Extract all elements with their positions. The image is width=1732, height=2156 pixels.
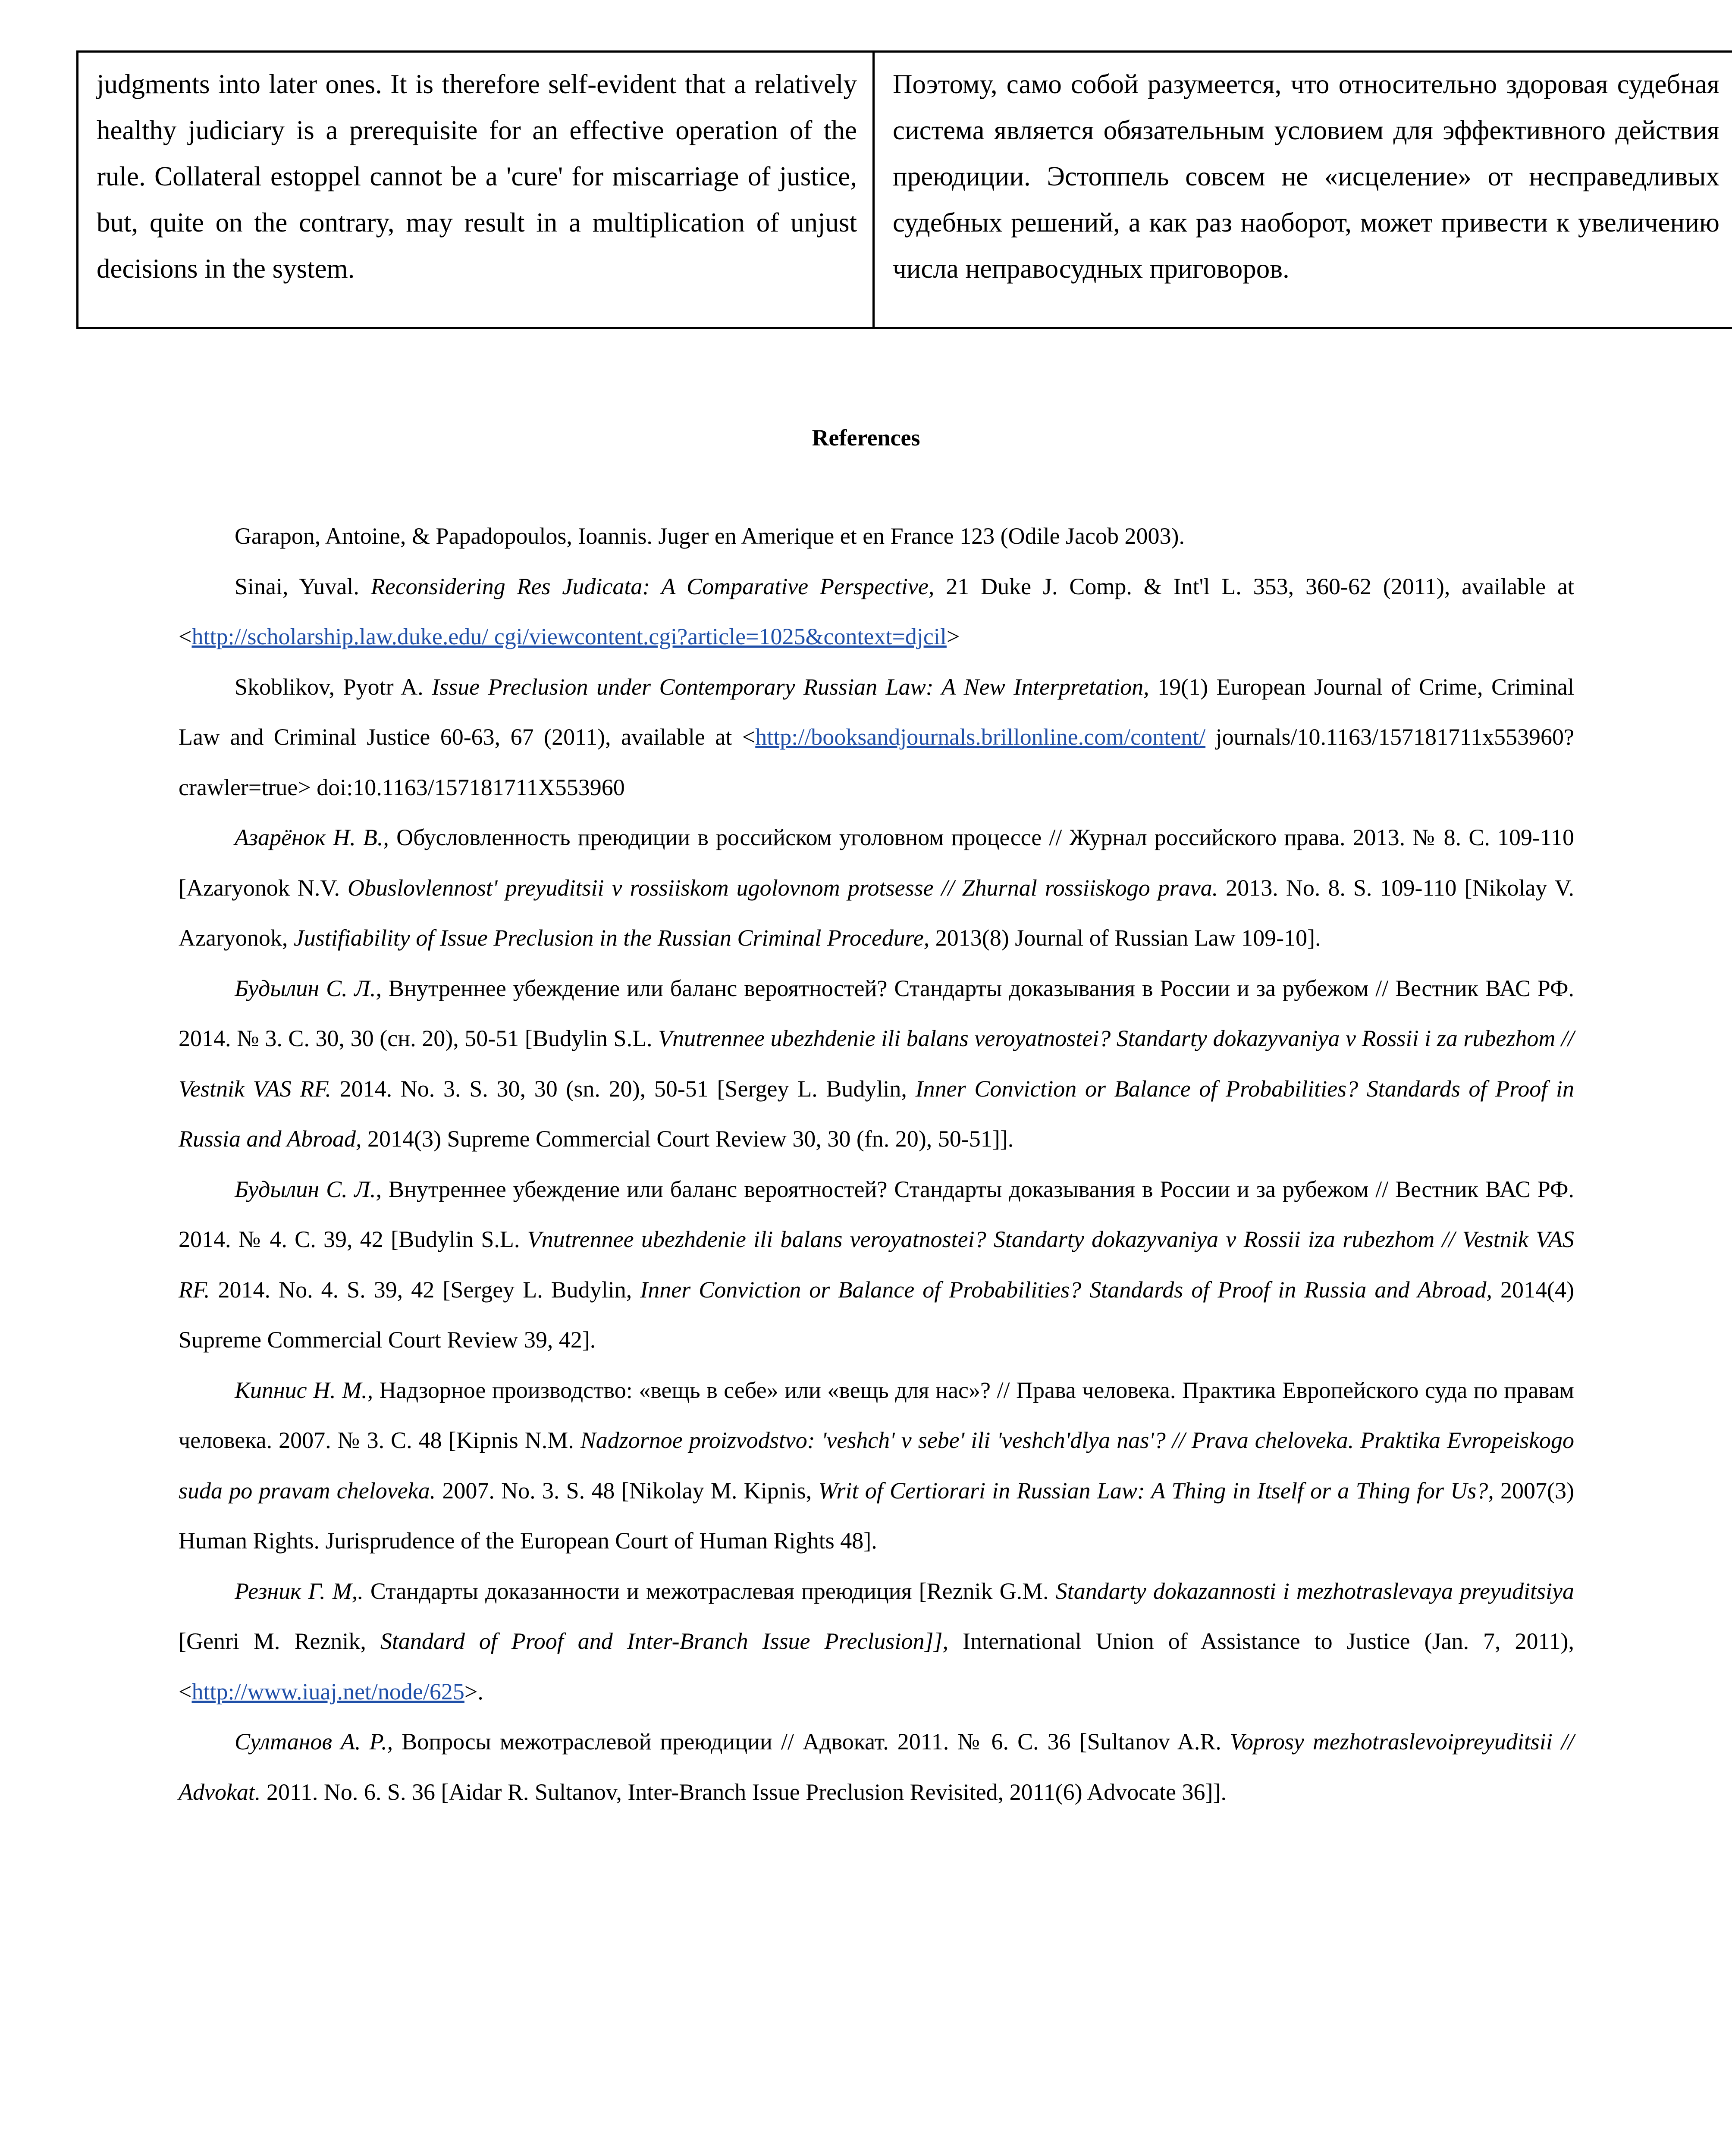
- reference-kipnis: [179, 1365, 1574, 1566]
- reference-title: Inner Conviction or Balance of Probabilities? Standards of Proof in Russia and Abroad,: [179, 1075, 1574, 1152]
- reference-title: Justifiability of Issue Preclusion in the Russian Criminal Procedure,: [293, 925, 930, 951]
- reference-text: 19(1) European Journal of Crime, Criminal Law and Criminal Justice 60-63, 67 (2011), available at <: [179, 674, 1574, 750]
- reference-text: Sinai, Yuval.: [235, 573, 371, 599]
- reference-text: 2014(3) Supreme Commercial Court Review 30, 30 (fn. 20), 50-51]].: [361, 1126, 1014, 1152]
- reference-text: 2014(4) Supreme Commercial Court Review 39, 42].: [179, 1276, 1574, 1353]
- reference-link[interactable]: http://booksandjournals.brillonline.com/content/: [755, 724, 1206, 750]
- reference-author: Кипнис Н. М.,: [235, 1377, 373, 1403]
- reference-link[interactable]: http://www.iuaj.net/node/625: [191, 1678, 464, 1705]
- reference-text: >.: [464, 1678, 483, 1705]
- reference-text: Garapon, Antoine, & Papadopoulos, Ioannis. Juger en Amerique et en France 123 (Odile Jacob 2003).: [235, 523, 1185, 549]
- reference-text: [Genri M. Reznik,: [179, 1628, 380, 1654]
- references-list: [179, 511, 1574, 1817]
- reference-sinai: [179, 561, 1574, 662]
- reference-link[interactable]: http://scholarship.law.duke.edu/ cgi/viewcontent.cgi?article=1025&context=djcil: [191, 624, 947, 649]
- reference-author: Султанов А. Р.,: [235, 1729, 393, 1755]
- reference-author: Азарёнок Н. В.,: [235, 824, 389, 850]
- reference-text: 2007. No. 3. S. 48 [Nikolay M. Kipnis,: [436, 1477, 819, 1504]
- reference-text: 2013(8) Journal of Russian Law 109-10].: [929, 925, 1321, 951]
- reference-garapon: [179, 511, 1574, 561]
- reference-text: International Union of Assistance to Justice (Jan. 7, 2011), <: [179, 1628, 1574, 1705]
- reference-author: Резник Г. М,.: [235, 1578, 364, 1604]
- reference-title: Nadzornoe proizvodstvo: 'veshch' v sebe' ili 'veshch'dlya nas'? // Prava cheloveka. Praktika Evropeiskogo suda po pravam cheloveka.: [179, 1427, 1574, 1504]
- reference-budylin-2: [179, 1164, 1574, 1365]
- english-text-cell: judgments into later ones. It is therefore self-evident that a relatively healthy judiciary is a prerequisite for an effective operation of the rule. Collateral estoppel cannot be a 'cure' for miscarriage of justice, but, quite on the contrary, may result in a multiplication of unjust decisions in the system.: [78, 52, 874, 328]
- table-row: [78, 52, 1732, 328]
- reference-title: Vnutrennee ubezhdenie ili balans veroyatnostei? Standarty dokazyvaniya v Rossii i za rubezhom // Vestnik VAS RF.: [179, 1025, 1574, 1102]
- reference-title: Issue Preclusion under Contemporary Russian Law: A New Interpretation,: [432, 674, 1149, 700]
- reference-text: Стандарты доказанности и межотраслевая преюдиция [Reznik G.M.: [363, 1578, 1056, 1604]
- reference-text: Skoblikov, Pyotr A.: [235, 674, 432, 700]
- reference-text: Надзорное производство: «вещь в себе» или «вещь для нас»? // Права человека. Практика Европейского суда по правам человека. 2007. № 3. С. 48 [Kipnis N.M.: [179, 1377, 1574, 1453]
- reference-title: Writ of Certiorari in Russian Law: A Thing in Itself or a Thing for Us?,: [818, 1477, 1494, 1504]
- reference-author: Будылин С. Л.,: [235, 1176, 382, 1202]
- reference-text: >: [946, 624, 960, 649]
- reference-budylin-1: [179, 963, 1574, 1164]
- reference-reznik: [179, 1566, 1574, 1717]
- reference-title: Reconsidering Res Judicata: A Comparative Perspective,: [370, 573, 935, 599]
- reference-title: Standarty dokazannosti i mezhotraslevaya preyuditsiya: [1055, 1578, 1574, 1604]
- reference-text: 2011. No. 6. S. 36 [Aidar R. Sultanov, Inter-Branch Issue Preclusion Revisited, 2011(6) Advocate 36]].: [260, 1779, 1227, 1805]
- reference-text: 2013. No. 8. S. 109-110 [Nikolay V. Azaryonok,: [179, 874, 1575, 951]
- reference-sultanov: [179, 1717, 1574, 1817]
- reference-text: Вопросы межотраслевой преюдиции // Адвокат. 2011. № 6. С. 36 [Sultanov A.R.: [393, 1729, 1230, 1755]
- reference-azaryonok: [179, 812, 1574, 963]
- reference-title: Voprosy mezhotraslevoipreyuditsii // Advokat.: [179, 1729, 1574, 1805]
- reference-text: Внутреннее убеждение или баланс вероятностей? Стандарты доказывания в России и за рубежом // Вестник ВАС РФ. 2014. № 4. С. 39, 42 [Budylin S.L.: [179, 1176, 1574, 1252]
- reference-skoblikov: [179, 662, 1574, 813]
- russian-text-cell: Поэтому, само собой разумеется, что относительно здоровая судебная система является обязательным условием для эффективного действия преюдиции. Эстоппель совсем не «исцеление» от несправедливых судебных решений, а как раз наоборот, может привести к увеличению числа неправосудных приговоров.: [874, 52, 1732, 328]
- reference-text: 2007(3) Human Rights. Jurisprudence of the European Court of Human Rights 48].: [179, 1477, 1575, 1554]
- references-heading: References: [812, 425, 920, 451]
- translation-table: [76, 50, 1732, 329]
- reference-author: Будылин С. Л.,: [235, 975, 382, 1001]
- reference-title: Vnutrennee ubezhdenie ili balans veroyatnostei? Standarty dokazyvaniya v Rossii iza rubezhom // Vestnik VAS RF.: [179, 1226, 1574, 1303]
- reference-text: Внутреннее убеждение или баланс вероятностей? Стандарты доказывания в России и за рубежом // Вестник ВАС РФ. 2014. № 3. С. 30, 30 (сн. 20), 50-51 [Budylin S.L.: [179, 975, 1574, 1051]
- reference-title: Obuslovlennost' preyuditsii v rossiiskom ugolovnom protsesse // Zhurnal rossiiskogo prava.: [348, 874, 1218, 901]
- reference-title: Inner Conviction or Balance of Probabilities? Standards of Proof in Russia and Abroad,: [640, 1276, 1492, 1303]
- reference-text: journals/10.1163/157181711x553960?crawler=true> doi:10.1163/157181711X553960: [179, 724, 1575, 800]
- reference-text: 2014. No. 3. S. 30, 30 (sn. 20), 50-51 [Sergey L. Budylin,: [331, 1075, 916, 1102]
- reference-title: Standard of Proof and Inter-Branch Issue Preclusion]],: [380, 1628, 948, 1654]
- reference-text: 2014. No. 4. S. 39, 42 [Sergey L. Budylin,: [210, 1276, 640, 1303]
- reference-text: 21 Duke J. Comp. & Int'l L. 353, 360-62 (2011), available at <: [179, 573, 1575, 649]
- reference-text: Обусловленность преюдиции в российском уголовном процессе // Журнал российского права. 2013. № 8. С. 109-110 [Azaryonok N.V.: [179, 824, 1574, 901]
